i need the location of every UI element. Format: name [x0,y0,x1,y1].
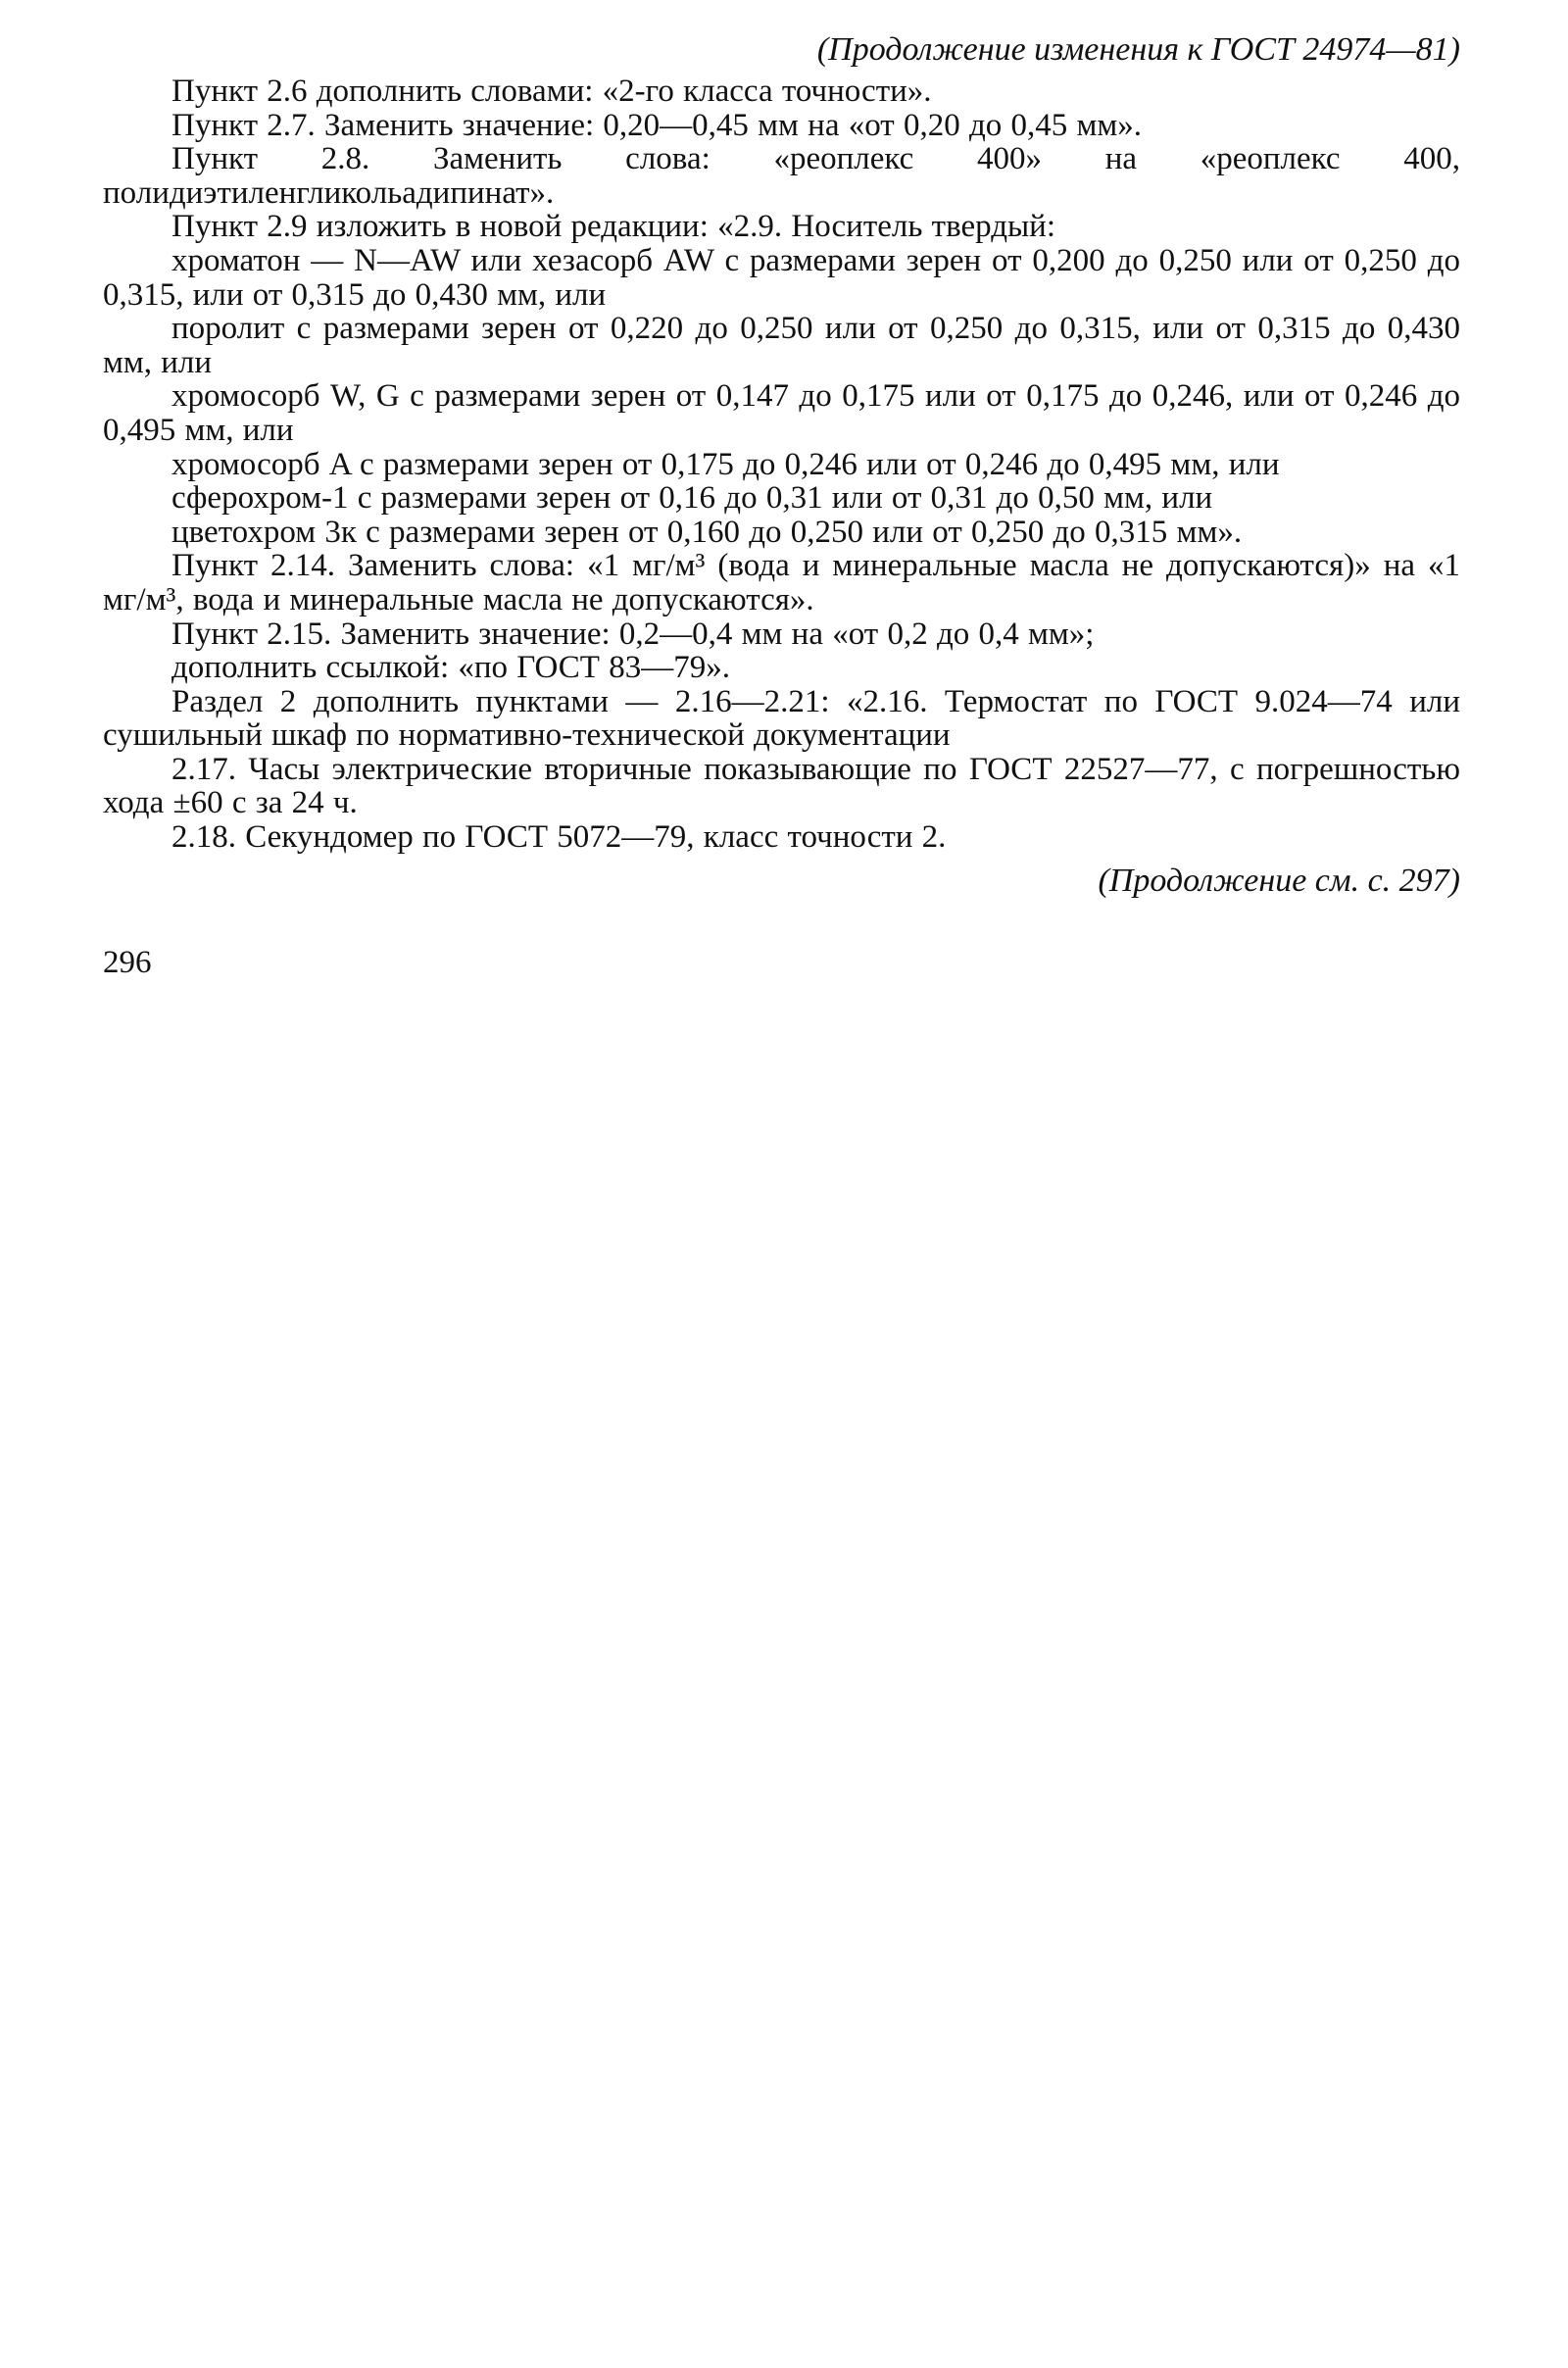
paragraph-chromaton: хроматон — N—AW или хезасорб AW с размерами зерен от 0,200 до 0,250 или от 0,250 до 0,315, или от 0,315 до 0,430 мм, или [103,242,1460,313]
paragraph-2-9: Пункт 2.9 изложить в новой редакции: «2.9. Носитель твердый: [172,209,1055,245]
document-body [103,74,1460,855]
paragraph-2-6: Пункт 2.6 дополнить словами: «2-го класса точности». [172,74,932,109]
continuation-note: (Продолжение см. с. 297) [1098,862,1460,899]
paragraph-spherochrom: сферохром-1 с размерами зерен от 0,16 до 0,31 или от 0,31 до 0,50 мм, или [172,480,1213,517]
paragraph-chromosorb-wg: хромосорб W, G с размерами зерен от 0,147 до 0,175 или от 0,175 до 0,246, или от 0,246 до 0,495 мм, или [103,378,1460,448]
paragraph-2-18: 2.18. Секундомер по ГОСТ 5072—79, класс точности 2. [172,819,947,856]
paragraph-tsvetokhrom: цветохром 3к с размерами зерен от 0,160 до 0,250 или от 0,250 до 0,315 мм». [172,514,1243,550]
paragraph-2-15: Пункт 2.15. Заменить значение: 0,2—0,4 мм на «от 0,2 до 0,4 мм»; [172,616,1095,652]
paragraph-2-17: 2.17. Часы электрические вторичные показывающие по ГОСТ 22527—77, с погрешностью хода ±60 с за 24 ч. [103,751,1460,821]
paragraph-2-8: Пункт 2.8. Заменить слова: «реоплекс 400» на «реоплекс 400, полидиэтиленгликольадипинат». [103,141,1460,211]
paragraph-2-15-reference: дополнить ссылкой: «по ГОСТ 83—79». [172,650,730,686]
paragraph-2-14: Пункт 2.14. Заменить слова: «1 мг/м³ (вода и минеральные масла не допускаются)» на «1 мг/м³, вода и минеральные масла не допускаются». [103,548,1460,617]
document-page [103,27,1460,982]
paragraph-section-2-additions: Раздел 2 дополнить пунктами — 2.16—2.21: «2.16. Термостат по ГОСТ 9.024—74 или сушильный шкаф по нормативно-технической документации [103,683,1460,754]
page-number: 296 [103,944,152,980]
paragraph-2-7: Пункт 2.7. Заменить значение: 0,20—0,45 мм на «от 0,20 до 0,45 мм». [172,107,1143,143]
paragraph-porolit: поролит с размерами зерен от 0,220 до 0,250 или от 0,250 до 0,315, или от 0,315 до 0,430 мм, или [103,311,1460,380]
running-head: (Продолжение изменения к ГОСТ 24974—81) [816,31,1460,68]
paragraph-chromosorb-a: хромосорб A с размерами зерен от 0,175 до 0,246 или от 0,246 до 0,495 мм, или [172,446,1280,482]
